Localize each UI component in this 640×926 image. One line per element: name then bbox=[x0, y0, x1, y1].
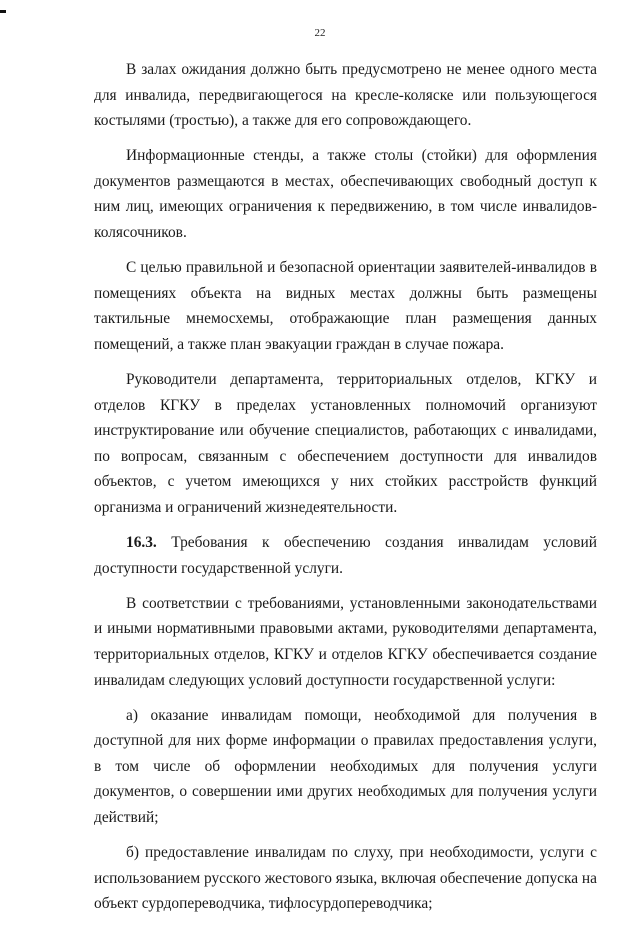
list-item-a: а) оказание инвалидам помощи, необходимой для получения в доступной для них форме информации о правилах предоставления услуги, в том числе об оформлении необходимых для получения услуги документов, о совершении ими других необходимых для получения услуги действий; bbox=[94, 706, 597, 827]
list-item-b: б) предоставление инвалидам по слуху, при необходимости, услуги с использованием русского жестового языка, включая обеспечение допуска на объект сурдопереводчика, тифлосурдопереводчика; bbox=[94, 844, 597, 913]
paragraph-accessibility-conditions: В соответствии с требованиями, установленными законодательствами и иными нормативными правовыми актами, руководителями департамента, территориальных отделов, КГКУ и отделов КГКУ обеспечивается создание инвалидам следующих условий доступности государственной услуги: bbox=[94, 594, 597, 689]
paragraph-information-stands: Информационные стенды, а также столы (стойки) для оформления документов размещаются в местах, обеспечивающих свободный доступ к ним лиц, имеющих ограничения к передвижению, в том числе инвалидов-колясочников. bbox=[94, 147, 597, 242]
document-body bbox=[94, 57, 597, 926]
scan-edge-mark bbox=[0, 10, 6, 13]
section-number: 16.3. bbox=[126, 534, 157, 552]
page-number: 22 bbox=[314, 27, 326, 39]
paragraph-staff-training: Руководители департамента, территориальных отделов, КГКУ и отделов КГКУ в пределах установленных полномочий организуют инструктирование или обучение специалистов, работающих с инвалидами, по вопросам, связанным с обеспечением доступности для инвалидов объектов, с учетом имеющихся у них стойких расстройств функций организма и ограничений жизнедеятельности. bbox=[94, 371, 597, 516]
paragraph-waiting-halls: В залах ожидания должно быть предусмотрено не менее одного места для инвалида, передвигающегося на кресле-коляске или пользующегося костылями (тростью), а также для его сопровождающего. bbox=[94, 61, 597, 130]
paragraph-tactile-schemes: С целью правильной и безопасной ориентации заявителей-инвалидов в помещениях объекта на видных местах должны быть размещены тактильные мнемосхемы, отображающие план размещения данных помещений, а также план эвакуации граждан в случае пожара. bbox=[94, 259, 597, 353]
section-heading bbox=[94, 530, 597, 581]
section-title: Требования к обеспечению создания инвалидам условий доступности государственной услуги. bbox=[94, 534, 597, 577]
